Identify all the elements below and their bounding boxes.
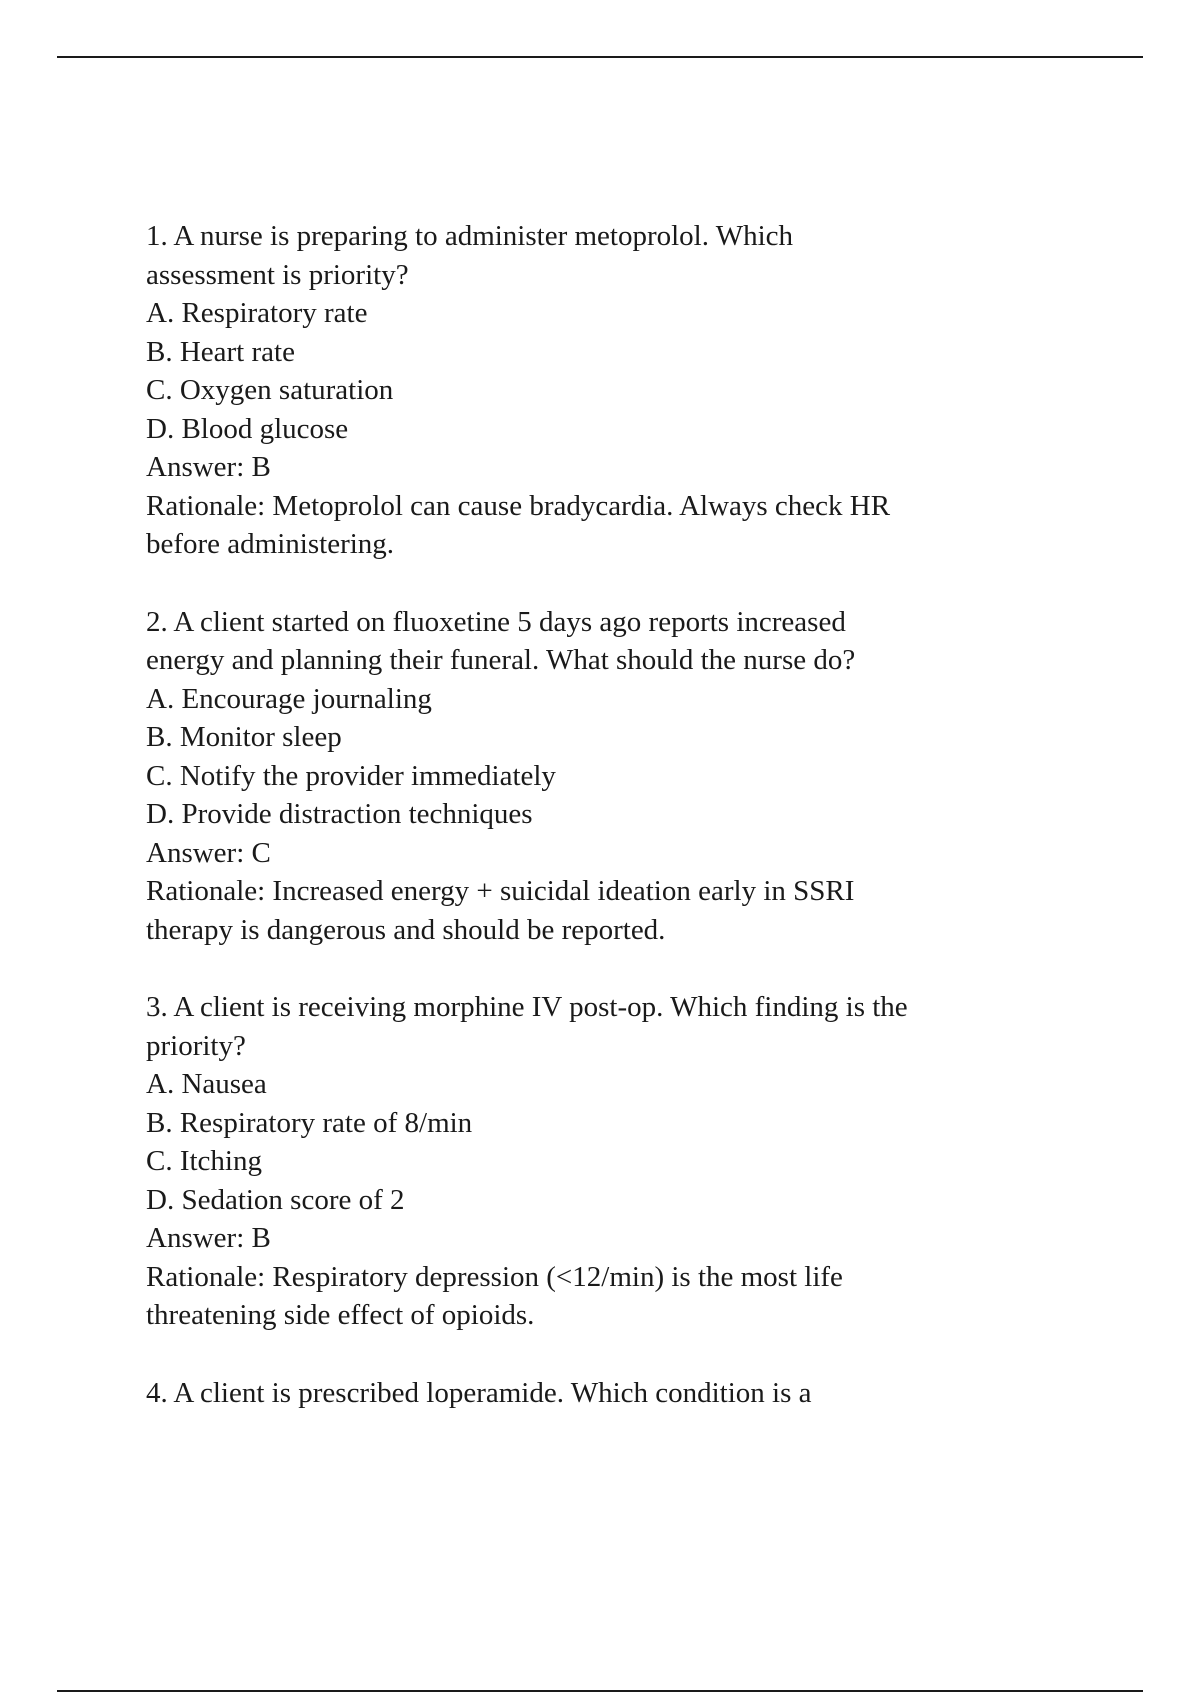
answer-option: C. Notify the provider immediately [146,759,556,792]
rationale: therapy is dangerous and should be reported. [146,913,666,946]
bottom-divider [57,1690,1143,1692]
rationale: Rationale: Increased energy + suicidal ideation early in SSRI [146,875,855,907]
question-3 [146,988,1046,1335]
answer-option: B. Monitor sleep [146,721,342,753]
question-stem: 3. A client is receiving morphine IV post-op. Which finding is the [146,991,908,1023]
question-stem: 4. A client is prescribed loperamide. Which condition is a [146,1376,812,1409]
rationale: before administering. [146,528,395,560]
question-4 [146,1374,1046,1413]
correct-answer: Answer: B [146,451,271,483]
question-stem: energy and planning their funeral. What should the nurse do? [146,644,856,676]
question-stem: assessment is priority? [146,258,409,291]
rationale: threatening side effect of opioids. [146,1299,535,1331]
correct-answer: Answer: C [146,836,271,869]
question-stem: 2. A client started on fluoxetine 5 days ago reports increased [146,605,846,638]
answer-option: A. Respiratory rate [146,297,368,329]
answer-option: D. Blood glucose [146,412,349,445]
answer-option: D. Sedation score of 2 [146,1183,405,1216]
rationale: Rationale: Respiratory depression (<12/min) is the most life [146,1260,843,1293]
answer-option: D. Provide distraction techniques [146,798,533,830]
answer-option: C. Itching [146,1145,262,1177]
page-content [146,217,1046,1451]
answer-option: B. Respiratory rate of 8/min [146,1106,473,1139]
question-2 [146,603,1046,950]
question-stem: priority? [146,1029,246,1062]
answer-option: A. Nausea [146,1068,267,1100]
answer-option: A. Encourage journaling [146,682,432,715]
correct-answer: Answer: B [146,1222,271,1254]
rationale: Rationale: Metoprolol can cause bradycardia. Always check HR [146,489,891,522]
answer-option: B. Heart rate [146,335,295,368]
top-divider [57,56,1143,58]
question-stem: 1. A nurse is preparing to administer metoprolol. Which [146,220,794,252]
answer-option: C. Oxygen saturation [146,374,394,406]
question-1 [146,217,1046,564]
